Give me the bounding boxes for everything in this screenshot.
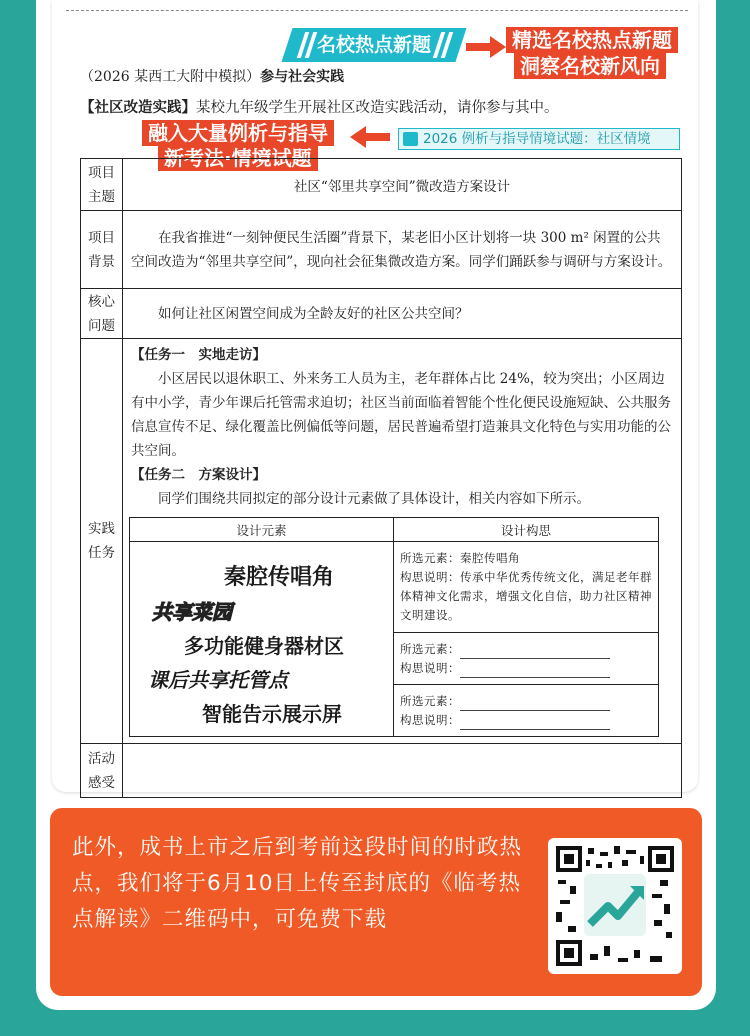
idea3-explanation-label: 构思说明：: [400, 712, 460, 727]
core-question-cell: [123, 289, 682, 339]
intro-tag: 【社区改造实践】: [80, 100, 196, 116]
question-intro: [80, 96, 559, 117]
callout-mid-line1: 融入大量例析与指导: [142, 120, 334, 146]
practice-task-cell: [123, 339, 682, 744]
source-topic: 参与社会实践: [260, 69, 345, 85]
label-feeling: 活动 感受: [81, 744, 123, 798]
question-source: [80, 66, 344, 86]
hot-topic-badge: [287, 28, 461, 62]
idea2-explanation-label: 构思说明：: [400, 660, 460, 675]
idea3-element-label: 所选元素：: [400, 693, 460, 708]
theme-cell: 社区“邻里共享空间”微改造方案设计: [123, 159, 682, 211]
label-theme: 项目 主题: [81, 159, 123, 211]
qr-code-graphic: [556, 846, 674, 966]
core-question-text: 如何让社区闲置空间成为全龄友好的社区公共空间？: [158, 305, 469, 322]
task2-title: 【任务二 方案设计】: [131, 467, 266, 483]
idea-1: [394, 542, 659, 633]
answer-line[interactable]: [460, 666, 610, 678]
update-notice-banner: [50, 808, 702, 996]
element-shared-garden: 共享菜园: [152, 600, 232, 624]
source-prefix: （2026 某西工大附中模拟）: [80, 69, 261, 85]
design-elements-cell: [130, 542, 394, 737]
project-table: [80, 158, 682, 798]
design-table: [129, 517, 659, 737]
qr-code[interactable]: [548, 838, 682, 974]
element-smart-display: 智能告示展示屏: [202, 702, 342, 726]
task1-title: 【任务一 实地走访】: [131, 347, 266, 363]
feeling-cell[interactable]: [123, 744, 682, 798]
task2-text: 同学们围绕共同拟定的部分设计元素做了具体设计，相关内容如下所示。: [158, 491, 590, 507]
callout-mid-line2: 新考法·情境试题: [158, 145, 318, 171]
background-cell: [123, 211, 682, 289]
answer-line[interactable]: [460, 699, 610, 711]
banner-text: 此外，成书上市之后到考前这段时间的时政热点，我们将于6月10日上传至封底的《临考热点解读》二维码中，可免费下载: [72, 835, 523, 932]
intro-text: 某校九年级学生开展社区改造实践活动，请你参与其中。: [196, 100, 559, 116]
task1-text: 小区居民以退休职工、外来务工人员为主，老年群体占比 24%，较为突出；小区周边有中小学，青少年课后托管需求迫切；社区当前面临着智能个性化便民设施短缺、公共服务信息宣传不足、绿化覆盖比例偏低等问题，居民普遍希望打造兼具文化特色与实用功能的公共空间。: [131, 371, 671, 459]
element-after-school-care: 课后共享托管点: [148, 668, 288, 692]
element-opera-corner: 秦腔传唱角: [224, 565, 335, 590]
analysis-tag: [398, 128, 680, 150]
label-practice-task: 实践 任务: [81, 339, 123, 744]
callout-top-line2: 洞察名校新风向: [514, 53, 666, 79]
idea1-element: 所选元素：秦腔传唱角: [400, 551, 520, 565]
arrow-right-icon: [466, 36, 506, 58]
label-background: 项目 背景: [81, 211, 123, 289]
design-ideas-header: 设计构思: [394, 518, 659, 542]
idea-3: [394, 685, 659, 737]
idea-2: [394, 633, 659, 685]
label-core-question: 核心 问题: [81, 289, 123, 339]
callout-top-line1: 精选名校热点新题: [506, 27, 678, 53]
design-elements-header: 设计元素: [130, 518, 394, 542]
arrow-left-icon: [350, 126, 390, 148]
idea2-element-label: 所选元素：: [400, 641, 460, 656]
analysis-tag-text: 2026 例析与指导情境试题：社区情境: [423, 131, 651, 147]
element-fitness-area: 多功能健身器材区: [184, 634, 344, 658]
background-text: 在我省推进“一刻钟便民生活圈”背景下，某老旧小区计划将一块 300 m² 闲置的公共空间改造为“邻里共享空间”，现向社会征集微改造方案。同学们踊跃参与调研与方案设计。: [131, 229, 672, 270]
pencil-note-icon: [403, 132, 418, 146]
dashed-divider: [66, 10, 688, 11]
idea1-explanation: 构思说明：传承中华优秀传统文化，满足老年群体精神文化需求，增强文化自信，助力社区精神文明建设。: [400, 570, 652, 622]
answer-line[interactable]: [460, 647, 610, 659]
badge-label: 名校热点新题: [316, 34, 431, 56]
answer-line[interactable]: [460, 718, 610, 730]
